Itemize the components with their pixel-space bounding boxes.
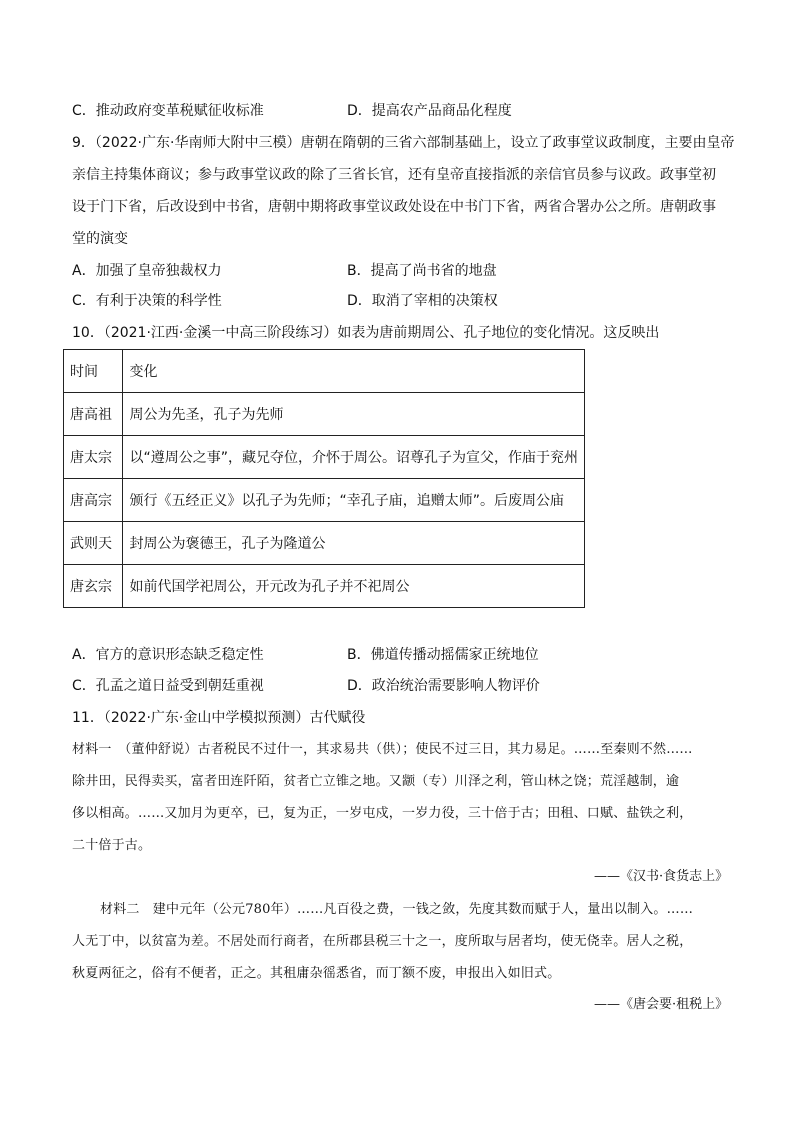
table-row: [64, 565, 585, 608]
table-row: [64, 436, 585, 479]
table-cell-change: 如前代国学祀周公，开元改为孔子并不祀周公: [123, 565, 585, 608]
q9-stem-text: 唐朝在隋朝的三省六部制基础上，设立了政事堂议政制度，主要由皇帝: [300, 135, 735, 151]
table-cell-change: 颁行《五经正义》以孔子为先师；“幸孔子庙，追赠太师”。后废周公庙: [123, 479, 585, 522]
material1-citation: ——《汉书·食货志上》: [594, 869, 729, 884]
q10-number: 10．: [72, 325, 104, 341]
q11-number: 11．: [72, 710, 104, 726]
table-cell-time: 唐高宗: [64, 479, 123, 522]
q8-option-c[interactable]: C．推动政府变革税赋征收标准: [72, 103, 264, 119]
table-cell-change: 以“遵周公之事”，藏兄夺位，介怀于周公。诏尊孔子为宣父，作庙于兖州: [123, 436, 585, 479]
table-cell-time: 唐玄宗: [64, 565, 123, 608]
q8-option-d[interactable]: D．提高农产品商品化程度: [347, 103, 512, 119]
material2-line: 人无丁中，以贫富为差。不居处而行商者，在所郡县税三十之一，度所取与居者均，使无侥幸。居人之税，: [72, 934, 693, 949]
table-header-change: 变化: [123, 350, 585, 393]
table-header-row: [64, 350, 585, 393]
table-cell-change: 封周公为褒德王，孔子为隆道公: [123, 522, 585, 565]
q9-source: （2022·广东·华南师大附中三模）: [94, 135, 301, 151]
q10-option-b[interactable]: B．佛道传播动摇儒家正统地位: [347, 647, 539, 663]
table-cell-time: 唐高祖: [64, 393, 123, 436]
table-row: [64, 479, 585, 522]
q10-option-a[interactable]: A．官方的意识形态缺乏稳定性: [72, 647, 264, 663]
q9-stem-line-1: [72, 133, 734, 153]
q10-option-c[interactable]: C．孔孟之道日益受到朝廷重视: [72, 678, 264, 694]
q9-option-b[interactable]: B．提高了尚书省的地盘: [347, 263, 497, 279]
table-row: [64, 393, 585, 436]
q11-source: （2022·广东·金山中学模拟预测）: [103, 710, 310, 726]
material1-line: 除井田，民得卖买，富者田连阡陌，贫者亡立锥之地。又颛（专）川泽之利，管山林之饶；荒淫越制，逾: [72, 774, 680, 789]
material2-line: 材料二 建中元年（公元780年）……凡百役之费，一钱之敛，先度其数而赋于人，量出以制入。……: [100, 902, 694, 917]
q10-table: [63, 349, 585, 608]
q10-stem-text: 如表为唐前期周公、孔子地位的变化情况。这反映出: [337, 325, 660, 341]
material2-line: 秋夏两征之，俗有不便者，正之。其租庸杂徭悉省，而丁额不废，申报出入如旧式。: [72, 966, 561, 981]
q10-stem: [72, 323, 659, 343]
q9-option-a[interactable]: A．加强了皇帝独裁权力: [72, 263, 222, 279]
q9-stem-line-4: 堂的演变: [72, 231, 128, 247]
material1-line: 二十倍于古。: [72, 838, 152, 853]
q11-stem-text: 古代赋役: [309, 710, 366, 726]
q9-stem-line-3: 设于门下省，后改设到中书省，唐朝中期将政事堂议政处设在中书门下省，两省合署办公之所。唐朝政事: [72, 199, 716, 215]
table-cell-time: 唐太宗: [64, 436, 123, 479]
q9-number: 9．: [72, 135, 95, 151]
material2-citation: ——《唐会要·租税上》: [594, 997, 729, 1012]
table-cell-time: 武则天: [64, 522, 123, 565]
material1-line: 侈以相高。……又加月为更卒，已，复为正，一岁屯戍，一岁力役，三十倍于古；田租、口赋、盐铁之利，: [72, 806, 693, 821]
q9-option-c[interactable]: C．有利于决策的科学性: [72, 293, 222, 309]
table-cell-change: 周公为先圣，孔子为先师: [123, 393, 585, 436]
table-row: [64, 522, 585, 565]
table-header-time: 时间: [64, 350, 123, 393]
q9-option-d[interactable]: D．取消了宰相的决策权: [347, 293, 498, 309]
q9-stem-line-2: 亲信主持集体商议；参与政事堂议政的除了三省长官，还有皇帝直接指派的亲信官员参与议政。政事堂初: [72, 167, 716, 183]
q10-source: （2021·江西·金溪一中高三阶段练习）: [103, 325, 338, 341]
q11-stem: [72, 708, 365, 728]
material1-line: 材料一 （董仲舒说）古者税民不过什一，其求易共（供）；使民不过三日，其力易足。……至秦则不然……: [72, 742, 693, 757]
q10-option-d[interactable]: D．政治统治需要影响人物评价: [347, 678, 540, 694]
